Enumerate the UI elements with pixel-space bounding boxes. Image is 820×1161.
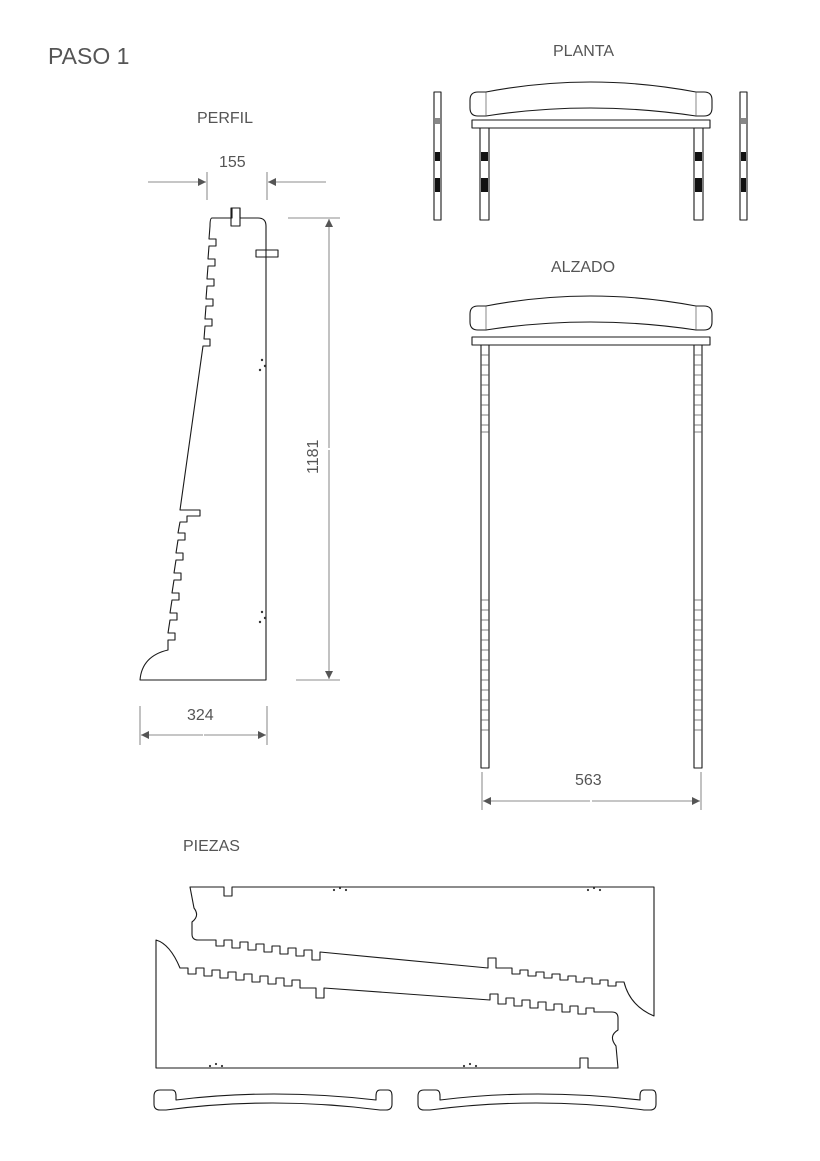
dimension-base-width-label: 324: [187, 707, 214, 724]
dimension-frame-width: [482, 772, 701, 810]
piezas-view: [154, 887, 656, 1110]
planta-view: [434, 82, 747, 220]
piece-rail-left: [154, 1090, 392, 1110]
alzado-view: [470, 296, 712, 810]
dimension-height: [288, 218, 340, 680]
piece-side-b: [156, 940, 618, 1068]
piece-rail-right: [418, 1090, 656, 1110]
dimension-top-width: [148, 154, 326, 200]
dimension-base-width: [140, 706, 267, 745]
dimension-height-label: 1181: [305, 439, 322, 474]
perfil-label: PERFIL: [197, 110, 254, 127]
dimension-top-width-label: 155: [219, 154, 246, 171]
planta-label: PLANTA: [553, 43, 615, 60]
perfil-view: [140, 154, 340, 745]
alzado-label: ALZADO: [551, 259, 616, 276]
piece-side-a: [190, 887, 654, 1016]
profile-outline: [140, 208, 266, 680]
step-title: PASO 1: [48, 43, 130, 69]
dimension-frame-width-label: 563: [575, 772, 602, 789]
piezas-label: PIEZAS: [183, 838, 240, 855]
